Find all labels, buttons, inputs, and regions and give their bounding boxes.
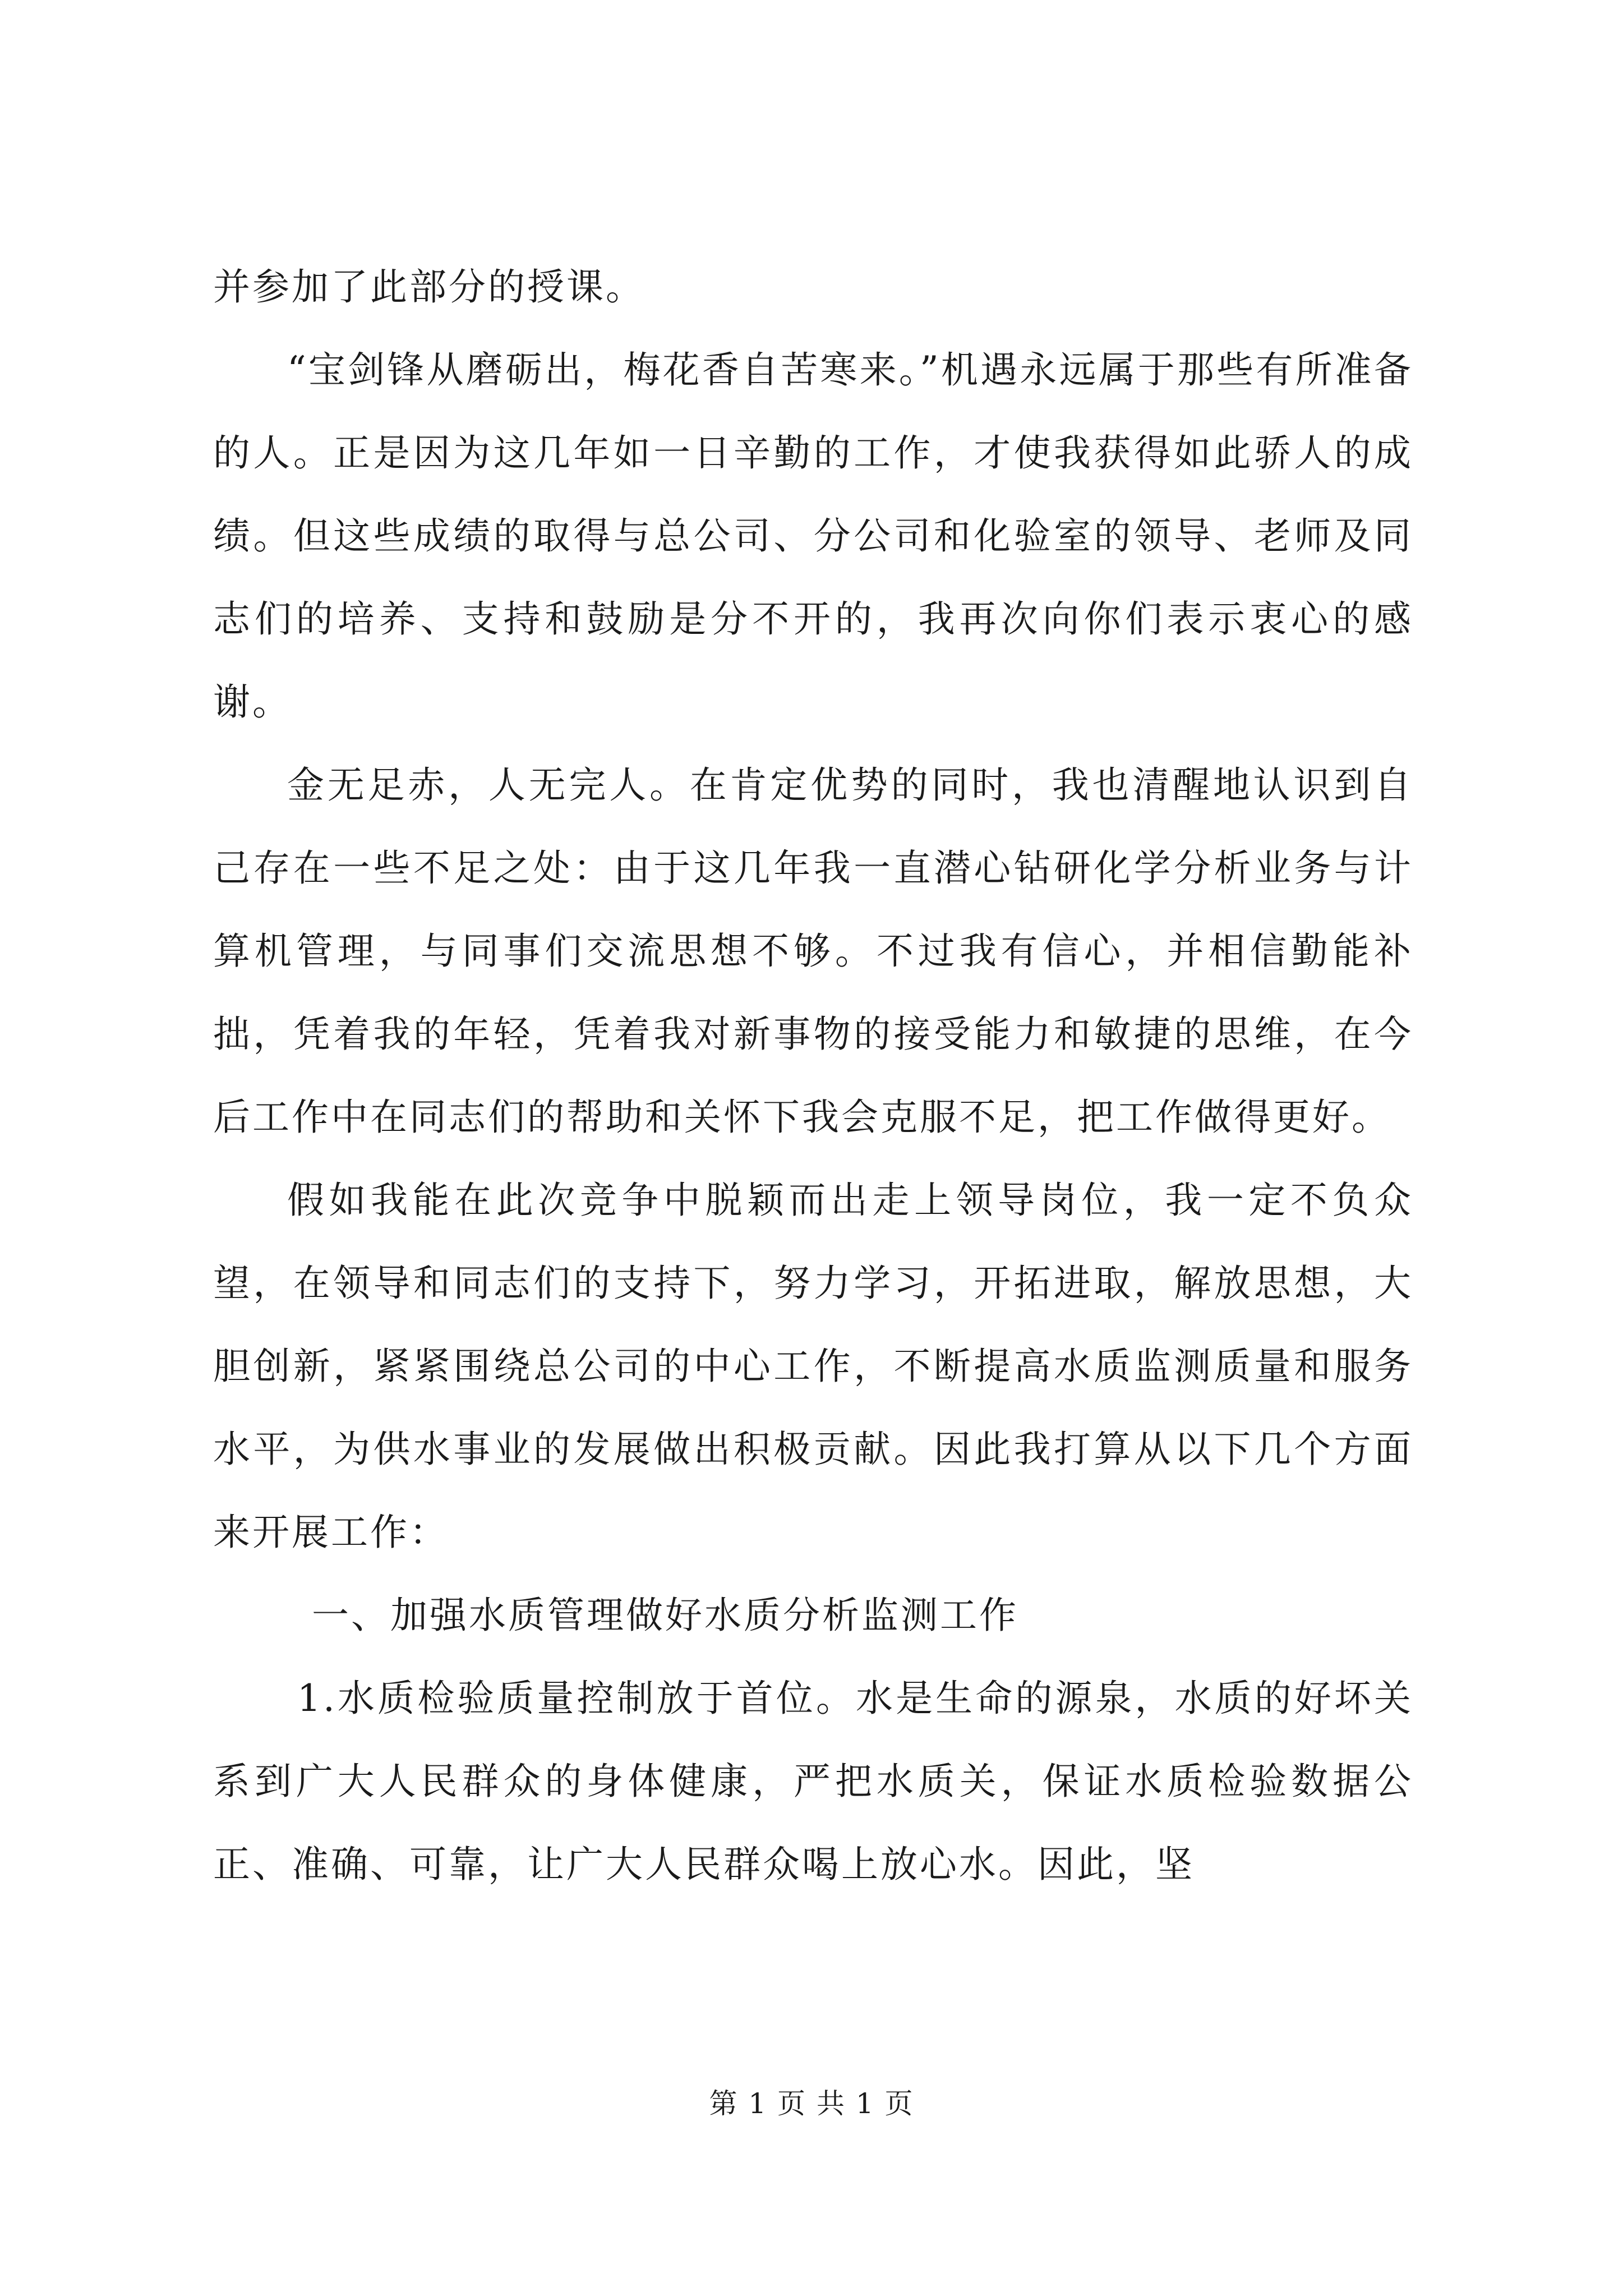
numbered-item: 1.水质检验质量控制放于首位。水是生命的源泉，水质的好坏关系到广大人民群众的身体健康，严把水质关，保证水质检验数据公正、准确、可靠，让广大人民群众喝上放心水。因此，坚 — [213, 1677, 1413, 1886]
page-footer: 第 1 页 共 1 页 — [709, 2087, 914, 2120]
document-body — [213, 246, 1413, 1906]
paragraph-continuation: 并参加了此部分的授课。 — [213, 265, 645, 309]
paragraph-shortcomings: 金无足赤，人无完人。在肯定优势的同时，我也清醒地认识到自己存在一些不足之处：由于这几年我一直潜心钻研化学分析业务与计算机管理，与同事们交流思想不够。不过我有信心，并相信勤能补拙，凭着我的年轻，凭着我对新事物的接受能力和敏捷的思维，在今后工作中在同志们的帮助和关怀下我会克服不足，把工作做得更好。 — [213, 763, 1413, 1139]
section-heading: 一、加强水质管理做好水质分析监测工作 — [312, 1594, 1018, 1637]
paragraph-quote-opportunity: “宝剑锋从磨砺出，梅花香自苦寒来。”机遇永远属于那些有所准备的人。正是因为这几年如一日辛勤的工作，才使我获得如此骄人的成绩。但这些成绩的取得与总公司、分公司和化验室的领导、老师及同志们的培养、支持和鼓励是分不开的，我再次向你们表示衷心的感谢。 — [213, 348, 1413, 724]
paragraph-commitment: 假如我能在此次竞争中脱颖而出走上领导岗位，我一定不负众望，在领导和同志们的支持下，努力学习，开拓进取，解放思想，大胆创新，紧紧围绕总公司的中心工作，不断提高水质监测质量和服务水平，为供水事业的发展做出积极贡献。因此我打算从以下几个方面来开展工作： — [213, 1179, 1413, 1554]
